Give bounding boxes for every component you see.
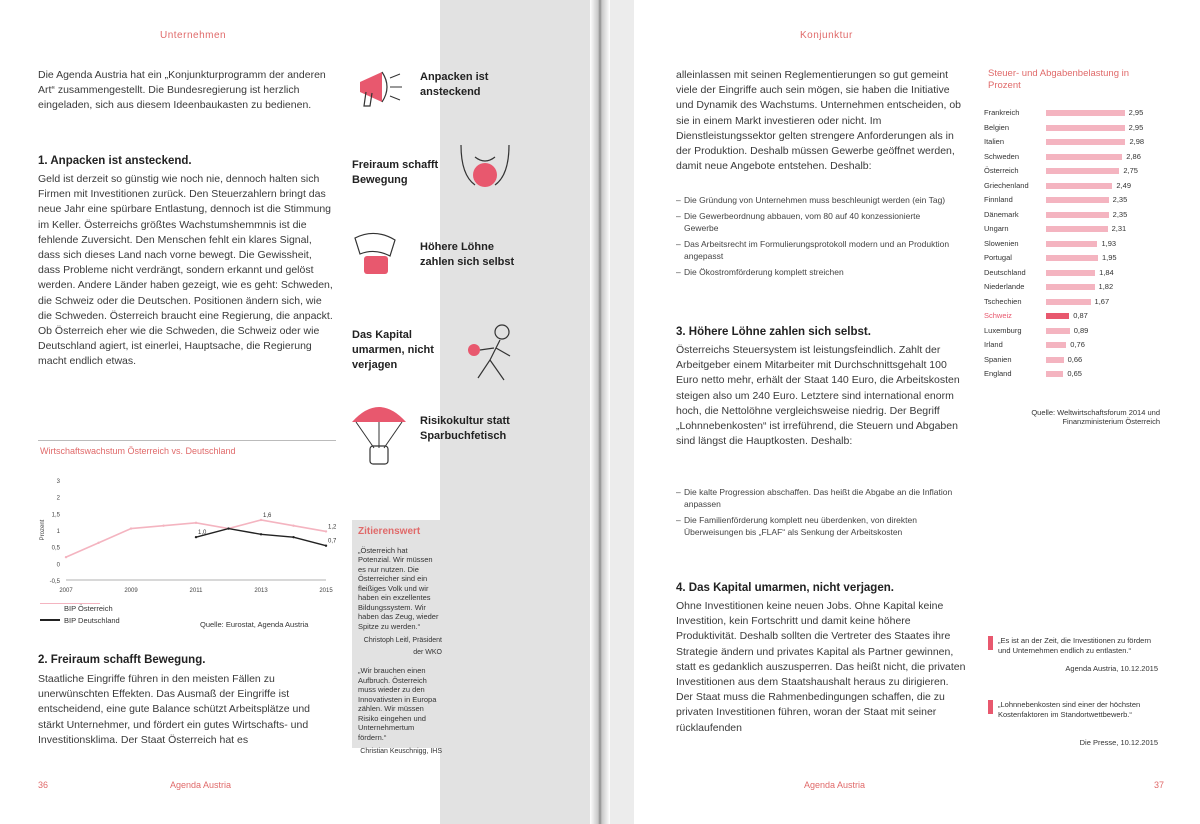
data-label: 1,2 [328,524,336,531]
bar-chart-title: Steuer- und Abgabenbelastung in Prozent [988,68,1130,91]
data-label: 0,7 [328,538,336,545]
side-item-1: Anpacken ist ansteckend [420,71,489,98]
bar [1046,183,1112,189]
bar [1046,342,1066,348]
quote1: „Österreich hat Potenzial. Wir müssen es nur nutzen. Die Österreicher sind ein fleißiges Volk und wir haben ein exzellentes Bildungssystem. Wir haben das Zeug, wieder Spitze zu werden.“ [358,545,439,631]
bar-category-label: Ungarn [984,224,1009,233]
bar-category-label: Tschechien [984,296,1022,306]
x-tick-label: 2013 [254,588,268,594]
bar-category-label: Griechenland [984,180,1029,190]
quote-box [352,520,448,755]
bar [1046,313,1069,319]
y-tick-label: 0 [56,562,60,569]
megaphone-icon [352,62,412,112]
side-item-2: Freiraum schafft Bewegung [352,159,439,186]
bar-category-label: Schweden [984,151,1020,161]
bar-category-label: Belgien [984,122,1010,132]
bar-category-label: Portugal [984,253,1012,262]
data-point [162,525,164,527]
book-gutter [590,0,610,824]
chart-divider [38,440,336,441]
bullet-item: – Die Ökostromförderung komplett streichen [676,266,956,278]
bar-value-label: 1,95 [1102,253,1117,262]
side-panel [440,0,590,824]
x-tick-label: 2009 [124,588,138,594]
data-point [292,536,294,538]
legend-swatch-germany [40,619,60,621]
bar [1046,255,1098,261]
side-quote-b: „Lohnnebenkosten sind einer der höchsten Kostenfaktoren im Standortwettbewerb.“ [998,700,1141,719]
section1-text: Geld ist derzeit so günstig wie noch nie, dennoch halten sich Firmen mit Investitionen zurück. Den Steuerzahlern bringt das neue Jahr eine spürbare Entlastung, dennoch ist die Stimmung im Keller. Österreichs größtes Wachstumshemmnis ist die fehlende Zuversicht. Den Menschen fehlt ein klares Signal, dass sich dieses Land nach vorne bewegt. Die Gewissheit, dass Probleme nicht verdrängt, sondern erkannt und gelöst werden. Andere Länder haben gezeigt, wie es geht: Schweden, die Schweiz oder die Deutschen. Positionen ändern sich, wie die Schweden. Österreich braucht eine Regierung, die anpackt. Ob Österreich eher wie die Schweden, die Schweiz oder wie Deutschland agiert, ist einerlei, Hauptsache, die Regierung macht endlich etwas. [38,173,333,368]
section4-text: Ohne Investitionen keine neuen Jobs. Ohne Kapital keine Investition, kein Fortschritt und damit keine höhere Produktivität. Deshalb sollten die Vertreter des Staates ihre Strategie ändern und privates Kapital als Partner gewinnen, statt es gedanklich auszusperren. Das heißt nicht, die privaten Investitionen aus dem Staatshaushalt heraus zu dirigieren. Der Staat muss die Rahmenbedingungen schaffen, die zu privaten Investitionen führen, woran der Staat mit seiner rücklaufenden [676,600,966,734]
quote-box-heading: Zitierenswert [358,526,421,537]
bar-category-label: England [984,369,1012,378]
right-text-top: alleinlassen mit seinen Reglementierungen so gut gemeint viele der Eingriffe auch sein mögen, sie haben die Initiative und Dynamik des Wachstums. Unternehmen entscheiden, ob sie in einem Markt investieren oder nicht. Im Dienstleistungssektor gelten strengere Anforderungen als in der Produktion. Deshalb müssen Gewerbe geöffnet werden, damit neue Angebote entstehen. Deshalb: [676,69,962,173]
bar-category-label: Italien [984,137,1005,146]
data-label: 1,0 [198,530,207,537]
bar-value-label: 2,95 [1128,108,1144,117]
y-tick-label: 1 [56,529,60,535]
data-point [195,522,197,524]
bar [1046,125,1125,131]
bullet-item: – Das Arbeitsrecht im Formulierungsprotokoll modern und an Produktion angepasst [676,238,956,262]
bar-value-label: 2,95 [1128,122,1144,132]
bar-value-label: 2,35 [1112,195,1128,204]
side-item-5: Risikokultur statt Sparbuchfetisch [420,415,510,442]
bar [1046,299,1091,305]
money-hand-icon [350,228,400,278]
bar-category-label: Österreich [984,166,1019,175]
bar-value-label: 2,75 [1123,166,1138,175]
bar [1046,371,1063,377]
hands-icon [455,135,515,195]
bar-value-label: 1,84 [1099,267,1114,277]
bar-category-label: Spanien [984,354,1012,364]
bullet-list-2 [676,486,966,542]
side-item-3: Höhere Löhne zahlen sich selbst [420,241,515,268]
x-tick-label: 2007 [59,588,73,594]
y-tick-label: -0,5 [49,579,60,585]
bar [1046,197,1109,203]
bar [1046,154,1122,160]
y-axis-label: Prozent [40,519,46,541]
bar-value-label: 2,49 [1116,180,1131,190]
bar-value-label: 1,67 [1094,296,1110,306]
bar-category-label: Irland [984,340,1003,349]
bar-value-label: 0,76 [1070,340,1085,349]
bar-value-label: 2,35 [1112,209,1128,219]
bar-category-label: Frankreich [984,108,1020,117]
side-item-4: Das Kapital umarmen, nicht verjagen [352,329,434,371]
bar-value-label: 2,98 [1129,137,1145,146]
left-page [0,0,596,824]
bullet-list-1 [676,194,956,282]
bar-category-label: Slowenien [984,238,1019,248]
side-quote-a-source: Agenda Austria, 10.12.2015 [1065,664,1158,673]
y-tick-label: 0,5 [51,545,60,552]
quote-mark-icon [988,700,993,714]
quote1-source: Christoph Leitl, Präsident der WKO [363,637,442,656]
bar [1046,284,1095,290]
bar [1046,226,1108,232]
section2-heading: 2. Freiraum schafft Bewegung. [38,654,206,666]
data-point [130,527,132,529]
data-point [227,527,229,529]
bar [1046,110,1125,116]
data-point [325,545,327,547]
bar-value-label: 0,89 [1073,325,1089,335]
bar [1046,212,1109,218]
bar-chart [984,108,1159,398]
bar-value-label: 1,82 [1098,282,1114,291]
running-man-icon [460,320,520,390]
section3-text: Österreichs Steuersystem ist leistungsfeindlich. Zahlt der Arbeitgeber einem Mitarbeiter mit Durchschnittsgehalt 100 Euro netto mehr, erhält der Staat 140 Euro, die Arbeitskosten steigen also um 240 Euro. Letztere sind international enorm hoch, die Nettolöhne vergleichsweise niedrig. Der Begriff „Lohnnebenkosten“ ist irreführend, die Steuern und Abgaben sind längst die Hauptkosten. Deshalb: [676,344,960,448]
series-line-germany [196,529,326,546]
section1-heading: 1. Anpacken ist ansteckend. [38,155,192,167]
quote2: „Wir brauchen einen Aufbruch. Österreich muss wieder zu den Innovativsten in Europa zählen. Wir müssen Risiko eingehen und Unternehmertum fördern.“ [358,666,437,742]
bar-category-label: Deutschland [984,267,1026,277]
side-quote-b-source: Die Presse, 10.12.2015 [1079,738,1158,747]
x-tick-label: 2011 [189,588,203,594]
bar-category-label: Schweiz [984,311,1012,320]
side-quote-a: „Es ist an der Zeit, die Investitionen zu fördern und Unternehmen endlich zu entlasten.“ [998,636,1151,655]
y-tick-label: 3 [56,479,60,485]
footer-left: Agenda Austria [170,780,232,790]
bullet-item: – Die Familienförderung komplett neu überdenken, von direkten Überweisungen bis „FLAF“ als Senkung der Arbeitskosten [676,514,966,538]
footer-right: Agenda Austria [804,780,866,790]
bar-category-label: Finnland [984,195,1013,204]
running-head-right: Konjunktur [800,30,853,41]
bar-value-label: 1,93 [1101,238,1117,248]
bar [1046,139,1125,145]
bar [1046,270,1095,276]
data-point [260,533,262,535]
bar-value-label: 0,65 [1067,369,1082,378]
data-point [292,525,294,527]
bullet-item: – Die Gründung von Unternehmen muss beschleunigt werden (ein Tag) [676,194,956,206]
page-number-left: 36 [38,780,49,790]
bar [1046,241,1097,247]
data-point [325,530,327,532]
data-label: 1,6 [263,513,272,519]
right-page [604,0,1200,824]
bar [1046,328,1070,334]
chart-source: Quelle: Eurostat, Agenda Austria [200,620,309,629]
section2-text: Staatliche Eingriffe führen in den meisten Fällen zu unerwünschten Effekten. Das Ausmaß der Eingriffe ist entscheidend, eine gute Balance schützt Arbeitsplätze und stärkt Unternehmer, und fördert ein gutes Wirtschafts- und Investitionsklima. Der Staat Österreich hat es [38,673,311,746]
quote2-source: Christian Keuschnigg, IHS [360,748,442,755]
legend-label-austria: BIP Österreich [64,604,113,613]
bar-category-label: Dänemark [984,209,1019,219]
series-line-austria [66,520,326,557]
x-tick-label: 2015 [319,588,333,594]
chart-title: Wirtschaftswachstum Österreich vs. Deutschland [40,446,236,456]
quote-mark-icon [988,636,993,650]
data-point [195,536,197,538]
data-point [65,556,67,558]
bar-value-label: 0,87 [1073,311,1088,320]
y-tick-label: 1,5 [51,512,60,519]
legend-label-germany: BIP Deutschland [64,616,120,625]
data-point [260,519,262,521]
bar-value-label: 2,86 [1126,151,1141,161]
intro-text: Die Agenda Austria hat ein „Konjunkturprogramm der anderen Art“ zusammengestellt. Die Bundesregierung ist herzlich eingeladen, sich aus diesem Ideenbaukasten zu bedienen. [38,69,326,112]
section4-heading: 4. Das Kapital umarmen, nicht verjagen. [676,582,894,594]
bar [1046,357,1064,363]
y-tick-label: 2 [56,495,60,502]
bar-value-label: 0,66 [1067,354,1083,364]
parachute-icon [348,398,410,470]
data-point [97,542,99,544]
bullet-item: – Die kalte Progression abschaffen. Das heißt die Abgabe an die Inflation anpassen [676,486,966,510]
bar-value-label: 2,31 [1111,224,1127,233]
bullet-item: – Die Gewerbeordnung abbauen, vom 80 auf 40 konzessionierte Gewerbe [676,210,956,234]
running-head-left: Unternehmen [160,30,227,41]
bar-category-label: Niederlande [984,282,1025,291]
bar [1046,168,1119,174]
bar-chart-source: Quelle: Weltwirtschaftsforum 2014 und Finanzministerium Österreich [1031,408,1160,426]
page-number-right: 37 [1154,780,1165,790]
section3-heading: 3. Höhere Löhne zahlen sich selbst. [676,326,871,338]
bar-category-label: Luxemburg [984,325,1022,335]
